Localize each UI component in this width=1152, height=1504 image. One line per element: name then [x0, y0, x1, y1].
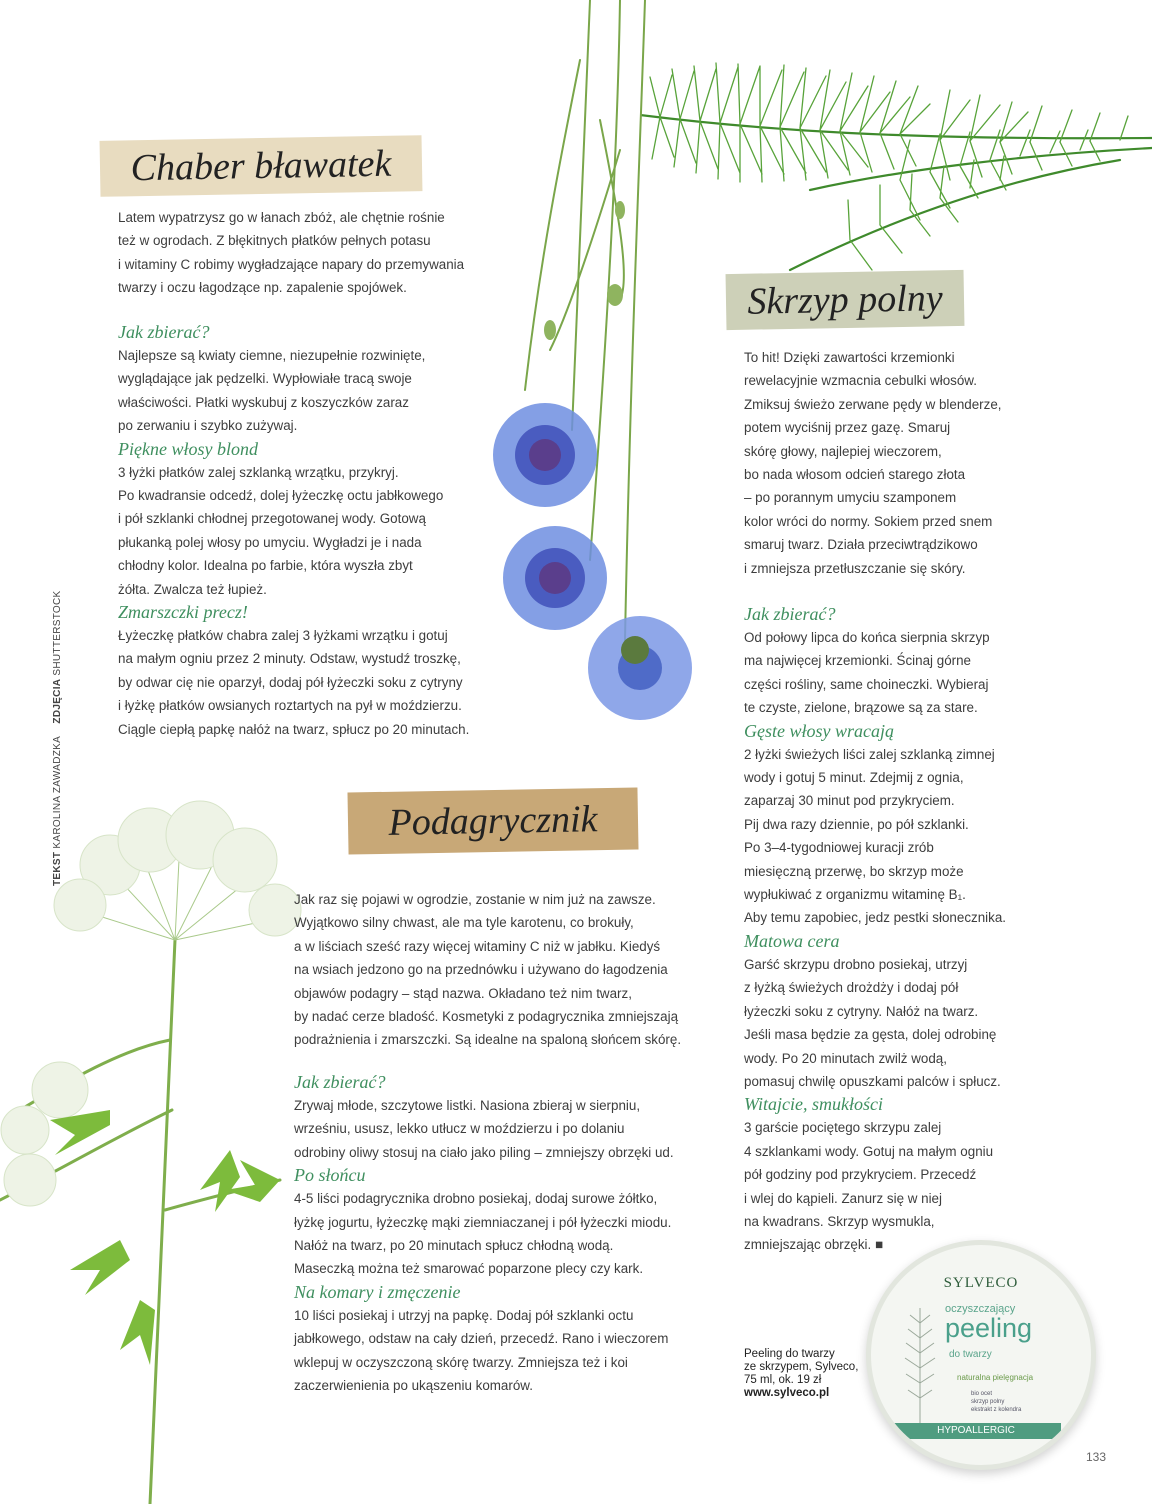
text-line: wody i gotuj 5 minut. Zdejmij z ognia, [744, 770, 964, 786]
text-line: Łyżeczkę płatków chabra zalej 3 łyżkami wrzątku i gotuj [118, 628, 448, 644]
text-line: odrobiny oliwy stosuj na ciało jako piling – zmniejszy obrzęki ud. [294, 1144, 674, 1160]
section-heading: Matowa cera [744, 930, 840, 951]
podagr-intro [294, 888, 724, 1052]
section-heading: Na komary i zmęczenie [294, 1281, 461, 1302]
caption-line: 75 ml, ok. 19 zł [744, 1374, 822, 1386]
text-line: To hit! Dzięki zawartości krzemionki [744, 350, 955, 365]
text-line: Najlepsze są kwiaty ciemne, niezupełnie rozwinięte, [118, 348, 426, 363]
chaber-title-band [100, 135, 423, 197]
text-line: Zrywaj młode, szczytowe listki. Nasiona zbieraj w sierpniu, [294, 1098, 641, 1113]
text-line: i łyżkę płatków owsianych roztartych na pył w moździerzu. [118, 698, 462, 714]
cornflower-blossom [503, 526, 607, 630]
podagr-title: Podagrycznik [388, 798, 598, 844]
text-line: objawów podagry – stąd nazwa. Okładano też nim twarz, [294, 985, 632, 1001]
text-line: ma najwięcej krzemionki. Ścinaj górne [744, 653, 971, 669]
text-line: by nadać cerze bladość. Kosmetyki z podagrycznika zmniejszają [294, 1009, 679, 1025]
product-url[interactable]: www.sylveco.pl [744, 1387, 830, 1399]
product-jar [866, 1240, 1096, 1470]
text-line: by odwar cię nie oparzył, dodaj pół łyżeczki soku z cytryny [118, 674, 463, 690]
text-line: podrażnienia i zmarszczki. Są idealne na spaloną słońcem skórę. [294, 1032, 682, 1048]
jar-line2: do twarzy [949, 1349, 992, 1360]
jar-ingredient: bio ocet [971, 1391, 993, 1397]
text-line: wyglądające jak pędzelki. Wypłowiałe tracą swoje [118, 371, 412, 387]
text-line: na małym ogniu przez 2 minuty. Odstaw, wystudź troszkę, [118, 651, 461, 667]
jar-ingredient: ekstrakt z kolendra [971, 1407, 1022, 1413]
text-line: właściwości. Płatki wyskubuj z koszyczków zaraz [118, 394, 409, 410]
text-line: Nałóż na twarz, po 20 minutach spłucz chłodną wodą. [294, 1238, 614, 1254]
credit-photo-label: ZDJĘCIA [52, 678, 63, 724]
podagr-title-band [347, 787, 638, 854]
section-heading: Jak zbierać? [744, 604, 836, 624]
text-line: Garść skrzypu drobno posiekaj, utrzyj [744, 956, 968, 972]
text-line: rewelacyjnie wzmacnia cebulki włosów. [744, 373, 977, 389]
text-line: i wlej do kąpieli. Zanurz się w niej [744, 1190, 942, 1206]
text-line: wypłukiwać z organizmu witaminę B₁. [744, 887, 966, 903]
text-line: smaruj twarz. Działa przeciwtrądzikowo [744, 537, 978, 553]
section-heading: Jak zbierać? [294, 1072, 386, 1092]
text-line: zmniejszając obrzęki. ■ [744, 1237, 884, 1253]
text-line: Jak raz się pojawi w ogrodzie, zostanie w nim już na zawsze. [294, 892, 656, 907]
text-line: Po 3–4-tygodniowej kuracji zrób [744, 840, 934, 856]
credit-photo-source: SHUTTERSTOCK [52, 590, 63, 676]
jar-band [891, 1423, 1061, 1439]
text-line: na wsiach jedzono go na przednówku i używano do łagodzenia [294, 962, 668, 978]
text-line: i witaminy C robimy wygładzające napary do przemywania [118, 256, 465, 272]
chaber-title: Chaber bławatek [130, 142, 392, 190]
text-line: z łyżką świeżych drożdży i dodaj pół [744, 980, 959, 996]
text-line: łyżeczki soku z cytryny. Nałóż na twarz. [744, 1003, 979, 1019]
text-line: i pół szklanki chłodnej przegotowanej wody. Gotową [118, 511, 426, 527]
jar-horsetail-icon [895, 1303, 945, 1423]
credit-text-label: TEKST [52, 851, 63, 886]
section-heading: Zmarszczki precz! [118, 602, 248, 623]
text-line: chłodny kolor. Idealna po farbie, która wyszła zbyt [118, 558, 413, 574]
text-line: 4-5 liści podagrycznika drobno posiekaj, dodaj surowe żółtko, [294, 1191, 658, 1207]
text-line: potem wyciśnij przez gazę. Smaruj [744, 420, 951, 436]
jar-brand: SYLVECO [943, 1275, 1019, 1291]
cornflower-blossom [588, 616, 692, 720]
text-line: twarzy i oczu łagodzące np. zapalenie spojówek. [118, 280, 407, 296]
text-line: miesięczną przerwę, bo skrzyp może [744, 863, 964, 879]
text-line: bo nada włosom odcień starego złota [744, 467, 966, 483]
text-line: części rośliny, same choineczki. Wybieraj [744, 676, 989, 692]
skrzyp-intro [744, 346, 1064, 580]
text-line: jabłkowego, odstaw na cały dzień, przecedź. Rano i wieczorem [294, 1331, 669, 1347]
text-line: Po kwadransie odcedź, dolej łyżeczkę octu jabłkowego [118, 488, 444, 504]
text-line: Jeśli masa będzie za gęsta, dolej odrobinę [744, 1027, 997, 1043]
credit-text-author: KAROLINA ZAWADZKA [52, 735, 63, 849]
jar-ingredient: skrzyp polny [971, 1399, 1005, 1405]
ground-elder-illustration [0, 780, 330, 1504]
text-line: 3 łyżki płatków zalej szklanką wrzątku, przykryj. [118, 464, 399, 480]
jar-line1: oczyszczający [945, 1303, 1016, 1315]
text-line: zaparzaj 30 minut pod przykryciem. [744, 793, 955, 809]
text-line: 4 szklankami wody. Gotuj na małym ogniu [744, 1143, 994, 1159]
text-line: łyżkę jogurtu, łyżeczkę mąki ziemniaczanej i pół łyżeczki miodu. [294, 1214, 672, 1230]
text-line: pomasuj chwilę opuszkami palców i spłucz. [744, 1073, 1001, 1089]
text-line: kolor wróci do normy. Sokiem przed snem [744, 513, 993, 529]
text-line: a w liściach sześć razy więcej witaminy C niż w jabłku. Kiedyś [294, 938, 661, 954]
text-line: Aby temu zapobiec, jedz pestki słonecznika. [744, 910, 1007, 926]
text-line: Zmiksuj świeżo zerwane pędy w blenderze, [744, 396, 1002, 412]
chaber-sections [118, 321, 518, 741]
text-line: pół godziny pod przykryciem. Przecedź [744, 1167, 977, 1183]
text-line: Ciągle ciepłą papkę nałóż na twarz, spłucz po 20 minutach. [118, 721, 470, 737]
text-line: Maseczką można też smarować poparzone plecy czy kark. [294, 1261, 644, 1277]
page-number: 133 [1086, 1450, 1107, 1464]
caption-line: ze skrzypem, Sylveco, [744, 1361, 859, 1373]
text-line: po zerwaniu i szybko zużywaj. [118, 418, 298, 434]
credits [52, 566, 68, 886]
text-line: też w ogrodach. Z błękitnych płatków pełnych potasu [118, 233, 431, 249]
text-line: Od połowy lipca do końca sierpnia skrzyp [744, 630, 990, 645]
skrzyp-sections [744, 603, 1074, 1257]
section-heading: Witajcie, smukłości [744, 1094, 883, 1115]
text-line: wody. Po 20 minutach zwilż wodą, [744, 1050, 947, 1066]
text-line: wklepuj w oczyszczoną skórę twarzy. Zmniejsza też i koi [294, 1354, 628, 1370]
jar-band-text: HYPOALLERGIC [937, 1425, 1015, 1436]
caption-line: Peeling do twarzy [744, 1348, 835, 1360]
text-line: żółta. Zwalcza też łupież. [118, 581, 267, 597]
chaber-intro [118, 206, 518, 300]
jar-name: peeling [945, 1313, 1033, 1343]
text-line: płukanką polej włosy po umyciu. Wygładzi je i nada [118, 534, 422, 550]
skrzyp-title-band [726, 270, 965, 330]
text-line: 2 łyżki świeżych liści zalej szklanką zimnej [744, 746, 995, 762]
text-line: Wyjątkowo silny chwast, ale ma tyle karotenu, co brokuły, [294, 915, 634, 931]
text-line: na kwadrans. Skrzyp wysmukla, [744, 1213, 935, 1229]
text-line: Pij dwa razy dziennie, po pół szklanki. [744, 816, 969, 832]
section-heading: Gęste włosy wracają [744, 720, 894, 741]
skrzyp-title: Skrzyp polny [747, 277, 943, 323]
text-line: 10 liści posiekaj i utrzyj na papkę. Dodaj pół szklanki octu [294, 1307, 634, 1323]
section-heading: Jak zbierać? [118, 322, 210, 342]
text-line: 3 garście pociętego skrzypu zalej [744, 1120, 942, 1136]
podagr-sections [294, 1071, 724, 1397]
jar-badge: naturalna pielęgnacja [957, 1373, 1034, 1382]
text-line: zaczerwienienia po ukąszeniu komarów. [294, 1378, 533, 1394]
text-line: Latem wypatrzysz go w łanach zbóż, ale chętnie rośnie [118, 210, 445, 225]
section-heading: Po słońcu [294, 1165, 366, 1186]
section-heading: Piękne włosy blond [118, 438, 258, 459]
text-line: i zmniejsza przetłuszczanie się skóry. [744, 560, 966, 576]
text-line: skórę głowy, najlepiej wieczorem, [744, 443, 942, 459]
text-line: te czyste, zielone, brązowe są za stare. [744, 700, 978, 716]
text-line: – po porannym umyciu szamponem [744, 490, 957, 506]
text-line: wrześniu, ususz, lekko utłucz w moździerzu i po dolaniu [294, 1121, 625, 1137]
product-caption [744, 1348, 874, 1400]
